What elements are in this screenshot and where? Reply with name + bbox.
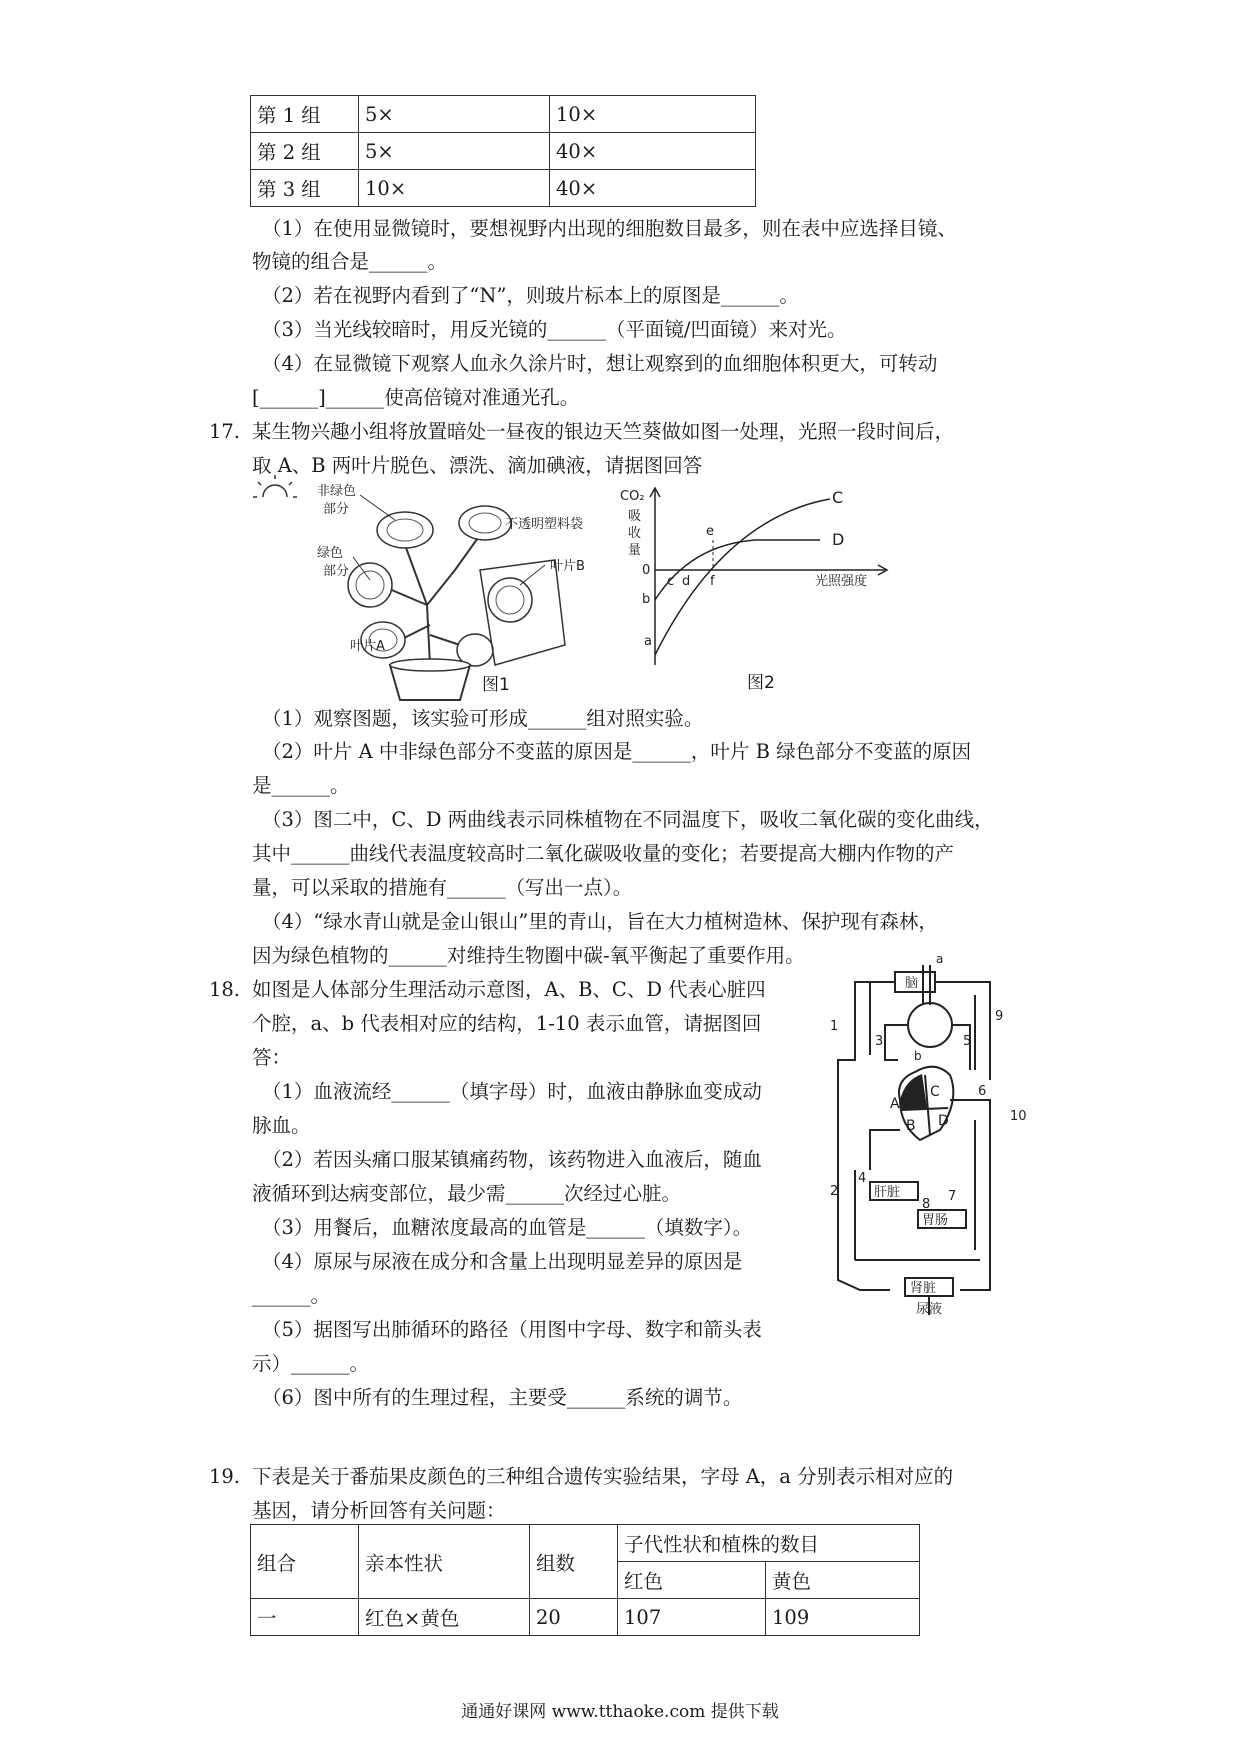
q18-line: （1）血液流经______（填字母）时，血液由静脉血变成动 <box>262 1080 762 1103</box>
q17-line: （4）“绿水青山就是金山银山”里的青山，旨在大力植树造林、保护现有森林， <box>262 910 938 933</box>
figure-2-caption: 图2 <box>747 673 775 693</box>
x-axis-label: 光照强度 <box>815 574 868 589</box>
q18-line: 答： <box>252 1046 292 1069</box>
table-row: 第 2 组 5× 40× <box>251 133 756 170</box>
svg-text:e: e <box>706 524 714 539</box>
svg-text:B: B <box>906 1118 916 1134</box>
sun-icon <box>253 475 297 497</box>
svg-text:b: b <box>914 1049 922 1063</box>
organ-liver: 肝脏 <box>874 1185 901 1200</box>
q18-line: 示）______。 <box>252 1352 370 1375</box>
label-leaf-a: 叶片A <box>350 639 385 654</box>
urine-label: 尿液 <box>916 1302 943 1317</box>
svg-text:部分: 部分 <box>323 564 350 579</box>
svg-text:f: f <box>710 574 715 589</box>
svg-text:1: 1 <box>830 1019 839 1034</box>
svg-text:c: c <box>667 574 675 589</box>
q19-line: 基因，请分析回答有关问题： <box>252 1499 506 1522</box>
q18-line: 个腔，a、b 代表相对应的结构，1-10 表示血管，请据图回 <box>252 1012 762 1035</box>
q17-line: 量，可以采取的措施有______（写出一点）。 <box>252 876 633 899</box>
organ-brain: 脑 <box>905 976 919 991</box>
figure-1-plant <box>255 475 605 700</box>
svg-text:收: 收 <box>628 526 642 541</box>
figure-2-co2-chart <box>610 485 900 670</box>
q19-line: 下表是关于番茄果皮颜色的三种组合遗传实验结果，字母 A，a 分别表示相对应的 <box>252 1465 954 1488</box>
curve-label-c: C <box>832 488 844 507</box>
circulation-diagram <box>830 952 1030 1317</box>
q17-line: （2）叶片 A 中非绿色部分不变蓝的原因是______，叶片 B 绿色部分不变蓝的原因 <box>262 740 972 763</box>
q18-line: 液循环到达病变部位，最少需______次经过心脏。 <box>252 1182 682 1205</box>
table-row: 第 1 组 5× 10× <box>251 96 756 133</box>
q17-line: （1）观察图题，该实验可形成______组对照实验。 <box>262 707 704 730</box>
q18-line: （6）图中所有的生理过程，主要受______系统的调节。 <box>262 1386 743 1409</box>
organ-kidney: 肾脏 <box>910 1281 937 1296</box>
q17-intro: 取 A、B 两叶片脱色、漂洗、滴加碘液，请据图回答 <box>252 454 703 477</box>
svg-text:A: A <box>890 1096 900 1112</box>
svg-text:部分: 部分 <box>323 502 350 517</box>
label-bag: 不透明塑料袋 <box>505 517 584 532</box>
svg-text:d: d <box>682 574 691 589</box>
svg-text:D: D <box>938 1113 949 1129</box>
q16-line: （2）若在视野内看到了“N”，则玻片标本上的原图是______。 <box>262 284 799 307</box>
magnification-table <box>250 95 756 207</box>
svg-text:2: 2 <box>830 1184 839 1199</box>
svg-text:6: 6 <box>978 1084 987 1099</box>
label-non-green: 非绿色 <box>317 484 357 499</box>
svg-text:3: 3 <box>875 1034 884 1049</box>
svg-text:CO₂: CO₂ <box>620 489 645 504</box>
figure-1-caption: 图1 <box>482 675 510 695</box>
curve-label-d: D <box>832 530 845 549</box>
svg-text:8: 8 <box>922 1197 931 1212</box>
label-green: 绿色 <box>317 546 344 561</box>
q18-line: （4）原尿与尿液在成分和含量上出现明显差异的原因是 <box>262 1250 743 1273</box>
q17-line: （3）图二中，C、D 两曲线表示同株植物在不同温度下，吸收二氧化碳的变化曲线， <box>262 808 994 831</box>
table-header-row: 组合 亲本性状 组数 子代性状和植株的数目 <box>251 1525 920 1562</box>
q16-line: 物镜的组合是______。 <box>252 250 448 273</box>
question-number: 18. <box>208 978 240 1001</box>
q16-line: （1）在使用显微镜时，要想视野内出现的细胞数目最多，则在表中应选择目镜、 <box>262 217 957 240</box>
question-number: 17. <box>208 420 240 443</box>
svg-text:C: C <box>930 1084 940 1100</box>
svg-text:4: 4 <box>858 1171 867 1186</box>
genetics-table <box>250 1524 920 1636</box>
q18-line: 如图是人体部分生理活动示意图，A、B、C、D 代表心脏四 <box>252 978 766 1001</box>
svg-text:b: b <box>642 592 651 607</box>
q16-line: [______]______使高倍镜对准通光孔。 <box>252 386 580 409</box>
table-row: 一 红色×黄色 20 107 109 <box>251 1599 920 1636</box>
label-leaf-b: 叶片B <box>550 559 585 574</box>
q17-intro: 某生物兴趣小组将放置暗处一昼夜的银边天竺葵做如图一处理，光照一段时间后， <box>252 420 955 443</box>
svg-text:a: a <box>936 952 944 966</box>
q18-line: ______。 <box>252 1284 331 1307</box>
table-subheader-row: 红色 黄色 <box>251 1562 920 1599</box>
q17-line: 是______。 <box>252 774 350 797</box>
q18-line: 脉血。 <box>252 1114 311 1137</box>
svg-text:a: a <box>644 634 652 649</box>
question-number: 19. <box>208 1465 240 1488</box>
organ-gut: 胃肠 <box>922 1213 949 1228</box>
q16-line: （3）当光线较暗时，用反光镜的______（平面镜/凹面镜）来对光。 <box>262 318 847 341</box>
svg-text:9: 9 <box>995 1009 1004 1024</box>
q17-line: 其中______曲线代表温度较高时二氧化碳吸收量的变化；若要提高大棚内作物的产 <box>252 842 955 865</box>
q18-line: （2）若因头痛口服某镇痛药物，该药物进入血液后，随血 <box>262 1148 762 1171</box>
svg-text:吸: 吸 <box>628 509 642 524</box>
table-row: 第 3 组 10× 40× <box>251 170 756 207</box>
svg-text:0: 0 <box>642 563 651 578</box>
svg-text:量: 量 <box>628 543 642 558</box>
q16-line: （4）在显微镜下观察人血永久涂片时，想让观察到的血细胞体积更大，可转动 <box>262 352 938 375</box>
svg-text:7: 7 <box>948 1189 957 1204</box>
svg-text:5: 5 <box>963 1034 972 1049</box>
q17-line: 因为绿色植物的______对维持生物圈中碳-氧平衡起了重要作用。 <box>252 944 805 967</box>
q18-line: （3）用餐后，血糖浓度最高的血管是______（填数字）。 <box>262 1216 753 1239</box>
svg-text:10: 10 <box>1010 1109 1027 1124</box>
page-footer: 通通好课网 www.tthaoke.com 提供下载 <box>461 1702 779 1722</box>
q18-line: （5）据图写出肺循环的路径（用图中字母、数字和箭头表 <box>262 1318 762 1341</box>
